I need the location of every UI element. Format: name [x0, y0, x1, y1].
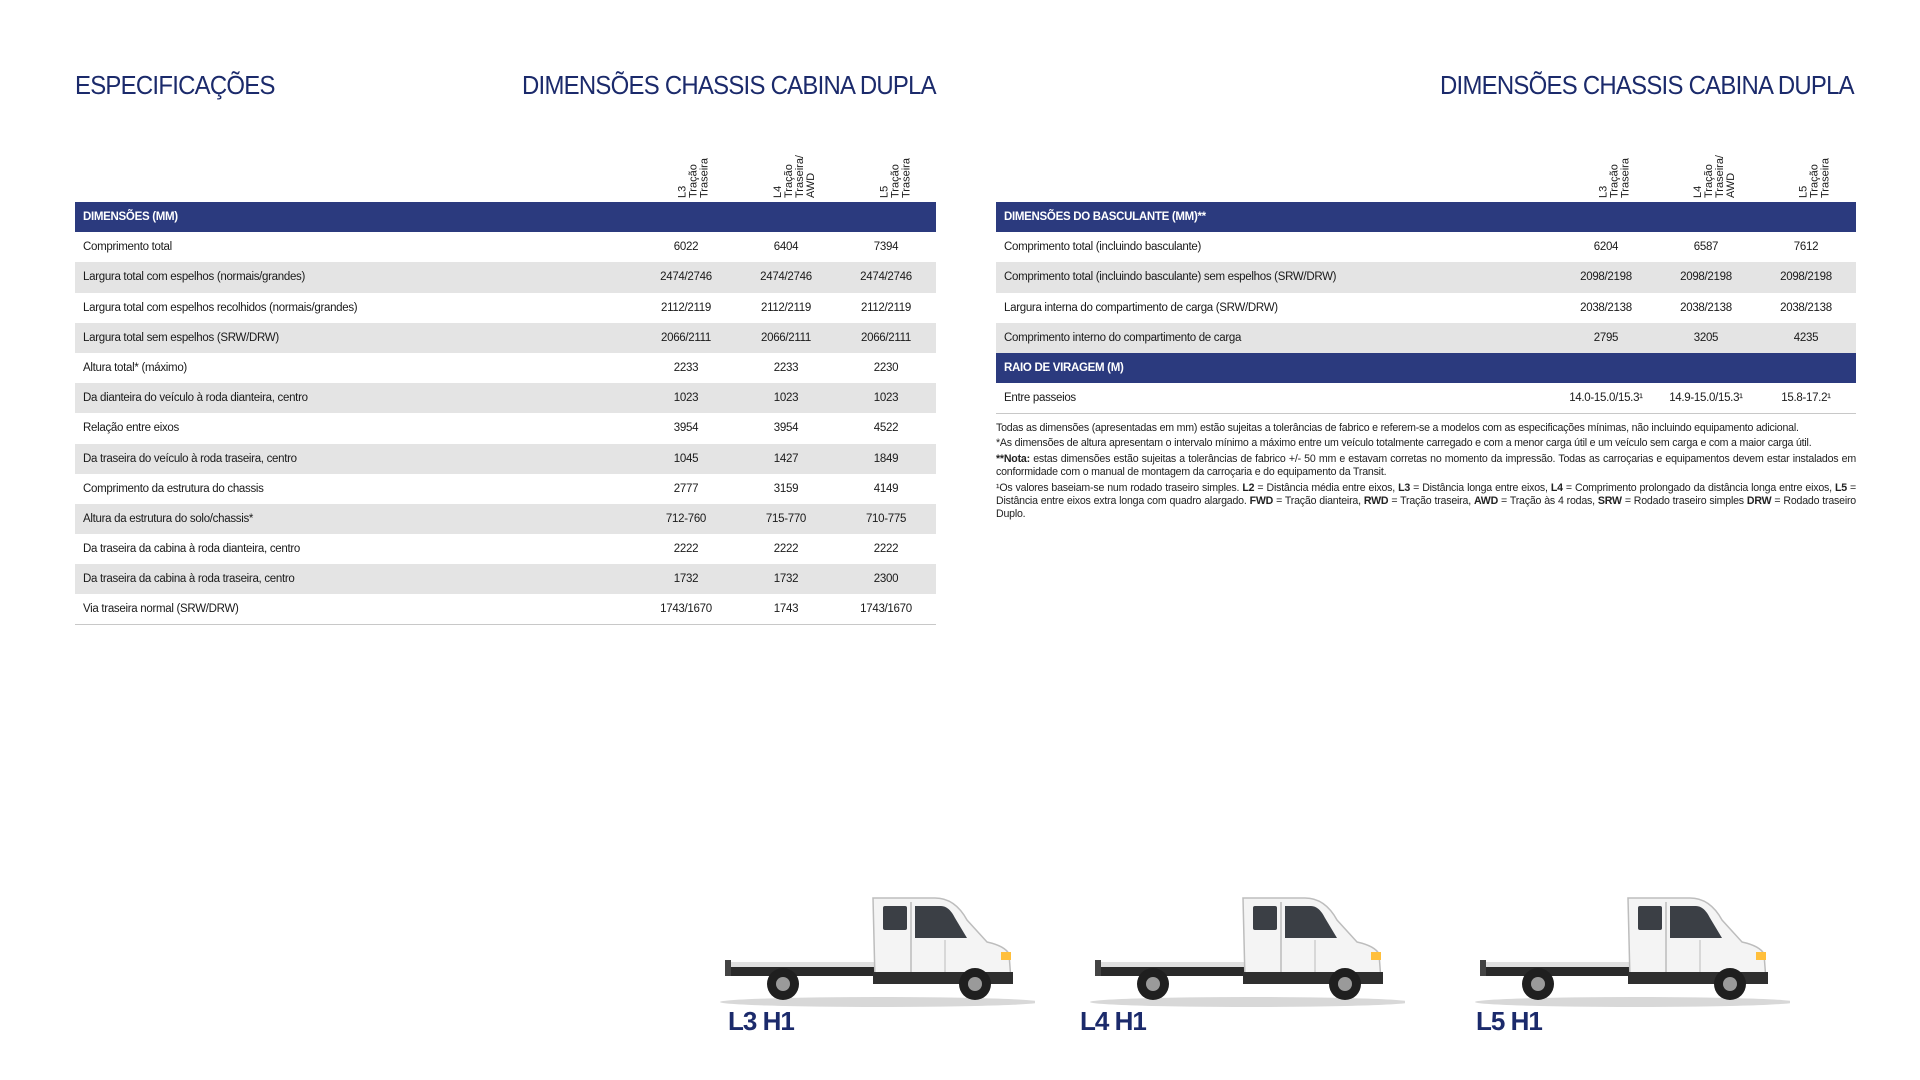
row-value: 1849	[836, 444, 936, 474]
column-header-l5: L5 Tração Traseira	[1797, 158, 1832, 198]
row-value: 2112/2119	[661, 301, 711, 314]
table-row	[996, 323, 1856, 353]
row-value: 2474/2746	[836, 262, 936, 292]
table-row	[75, 444, 936, 474]
row-value: 2066/2111	[836, 323, 936, 353]
table-row	[996, 383, 1856, 413]
vehicle-label-l5: L5 H1	[1476, 1006, 1542, 1036]
row-value: 2233	[773, 362, 799, 375]
row-value: 3954	[773, 422, 799, 435]
row-value: 6022	[673, 241, 699, 254]
vehicle-image-l4	[1075, 880, 1405, 1010]
row-value: 715-770	[736, 504, 836, 534]
row-value: 2066/2111	[736, 323, 836, 353]
row-value: 1023	[836, 383, 936, 413]
dimensions-table	[75, 202, 936, 625]
row-label: Largura total com espelhos recolhidos (normais/grandes)	[83, 301, 358, 314]
row-value: 2230	[873, 362, 899, 375]
row-value: 6204	[1593, 241, 1619, 254]
row-label: Relação entre eixos	[83, 422, 179, 435]
table-row	[75, 564, 936, 594]
right-spec-panel	[996, 150, 1856, 414]
row-label: Altura total* (máximo)	[83, 362, 187, 375]
row-value: 1743/1670	[836, 594, 936, 624]
column-header-l3: L3 Tração Traseira	[676, 158, 711, 198]
table-row	[75, 474, 936, 504]
vehicle-image-l5	[1460, 880, 1790, 1010]
note-1: Todas as dimensões (apresentadas em mm) estão sujeitas a tolerâncias de fabrico e referem-se a modelos com as especificações mínimas, não incluindo equipamento adicional.	[996, 422, 1799, 434]
row-label: Altura da estrutura do solo/chassis*	[75, 504, 636, 534]
page-title: ESPECIFICAÇÕES	[75, 70, 275, 100]
left-heading: DIMENSÕES CHASSIS CABINA DUPLA	[522, 70, 936, 100]
row-value: 2066/2111	[636, 323, 736, 353]
row-value: 1732	[736, 564, 836, 594]
section-header: DIMENSÕES (MM)	[75, 202, 936, 232]
row-value: 15.8-17.2¹	[1756, 383, 1856, 413]
row-value: 7612	[1793, 241, 1819, 254]
row-value: 2098/2198	[1656, 262, 1756, 292]
table-row	[75, 594, 936, 624]
column-header-l4: L4 Tração Traseira/ AWD	[1692, 155, 1737, 198]
row-value: 2098/2198	[1556, 262, 1656, 292]
row-value: 3205	[1656, 323, 1756, 353]
row-label: Largura total com espelhos (normais/grandes)	[75, 262, 636, 292]
row-value: 14.9-15.0/15.3¹	[1656, 383, 1756, 413]
row-label: Comprimento total (incluindo basculante) sem espelhos (SRW/DRW)	[996, 262, 1556, 292]
row-value: 4522	[873, 422, 899, 435]
table-row	[75, 323, 936, 353]
vehicle-label-l3: L3 H1	[728, 1006, 794, 1036]
row-label: Comprimento total (incluindo basculante)	[1004, 241, 1202, 254]
row-value: 2222	[673, 543, 699, 556]
row-value: 712-760	[636, 504, 736, 534]
row-value: 7394	[873, 241, 899, 254]
section-header: RAIO DE VIRAGEM (M)	[996, 353, 1856, 383]
column-header-l3: L3 Tração Traseira	[1597, 158, 1632, 198]
row-value: 4149	[873, 482, 899, 495]
row-label: Largura interna do compartimento de carga (SRW/DRW)	[1004, 301, 1278, 314]
row-value: 2777	[673, 482, 699, 495]
vehicle-label-l4: L4 H1	[1080, 1006, 1146, 1036]
row-value: 2038/2138	[1580, 301, 1632, 314]
row-value: 2038/2138	[1780, 301, 1832, 314]
table-row	[75, 383, 936, 413]
column-headers-right	[996, 150, 1856, 202]
row-value: 6404	[773, 241, 799, 254]
note-2: *As dimensões de altura apresentam o intervalo mínimo a máximo entre um veículo totalmente carregado e com a menor carga útil e um veículo sem carga e com a maior carga útil.	[996, 437, 1812, 450]
row-value: 3954	[673, 422, 699, 435]
row-label: Comprimento da estrutura do chassis	[83, 482, 264, 495]
table-row	[996, 293, 1856, 323]
row-value: 2300	[836, 564, 936, 594]
column-header-l4: L4 Tração Traseira/ AWD	[772, 155, 817, 198]
note-4: ¹Os valores baseiam-se num rodado traseiro simples. L2 = Distância média entre eixos, L3 = Distância longa entre eixos, L4 = Comprimento prolongado da distância longa entre eixos, L5 = Distância entre eixos extra longa com quadro alargado. FWD = Tração dianteira, RWD = Tração traseira, AWD = Tração às 4 rodas, SRW = Rodado traseiro simples DRW = Rodado traseiro Duplo.	[996, 481, 1856, 521]
row-value: 2233	[673, 362, 699, 375]
row-label: Comprimento interno do compartimento de carga	[996, 323, 1556, 353]
row-value: 2038/2138	[1680, 301, 1732, 314]
table-row	[75, 232, 936, 262]
row-value: 2112/2119	[861, 301, 911, 314]
row-label: Via traseira normal (SRW/DRW)	[75, 594, 636, 624]
row-value: 1743/1670	[636, 594, 736, 624]
vehicle-image-l3	[705, 880, 1035, 1010]
row-value: 2222	[873, 543, 899, 556]
row-value: 1427	[736, 444, 836, 474]
row-value: 2098/2198	[1756, 262, 1856, 292]
row-value: 6587	[1693, 241, 1719, 254]
row-value: 2112/2119	[761, 301, 811, 314]
table-row	[996, 232, 1856, 262]
row-label: Da traseira da cabina à roda dianteira, centro	[83, 543, 300, 556]
column-header-l5: L5 Tração Traseira	[878, 158, 913, 198]
footnotes	[996, 422, 1856, 524]
table-row	[75, 353, 936, 383]
right-heading: DIMENSÕES CHASSIS CABINA DUPLA	[1440, 70, 1854, 100]
row-value: 710-775	[836, 504, 936, 534]
row-value: 1023	[736, 383, 836, 413]
row-value: 2474/2746	[636, 262, 736, 292]
column-headers	[75, 150, 936, 202]
row-value: 1743	[736, 594, 836, 624]
row-label: Da dianteira do veículo à roda dianteira, centro	[75, 383, 636, 413]
section-header: DIMENSÕES DO BASCULANTE (MM)**	[996, 202, 1856, 232]
left-spec-panel	[75, 150, 936, 625]
table-row	[75, 262, 936, 292]
table-row	[75, 413, 936, 443]
table-row	[75, 293, 936, 323]
table-row	[75, 534, 936, 564]
table-row	[75, 504, 936, 534]
row-value: 2795	[1556, 323, 1656, 353]
row-label: Entre passeios	[996, 383, 1556, 413]
note-3: **Nota: estas dimensões estão sujeitas a tolerâncias de fabrico +/- 50 mm e estavam corretas no momento da impressão. Todas as carroçarias e equipamentos devem estar instalados em conformidade com o manual de montagem da carroçaria e do equipamento da Transit.	[996, 452, 1856, 479]
row-value: 2474/2746	[736, 262, 836, 292]
row-value: 1732	[636, 564, 736, 594]
table-row	[996, 262, 1856, 292]
row-value: 14.0-15.0/15.3¹	[1556, 383, 1656, 413]
row-label: Comprimento total	[83, 241, 172, 254]
tipper-table	[996, 202, 1856, 414]
row-value: 1045	[636, 444, 736, 474]
row-label: Largura total sem espelhos (SRW/DRW)	[75, 323, 636, 353]
row-label: Da traseira do veículo à roda traseira, centro	[75, 444, 636, 474]
row-value: 4235	[1756, 323, 1856, 353]
row-label: Da traseira da cabina à roda traseira, centro	[75, 564, 636, 594]
row-value: 3159	[773, 482, 799, 495]
row-value: 2222	[773, 543, 799, 556]
row-value: 1023	[636, 383, 736, 413]
